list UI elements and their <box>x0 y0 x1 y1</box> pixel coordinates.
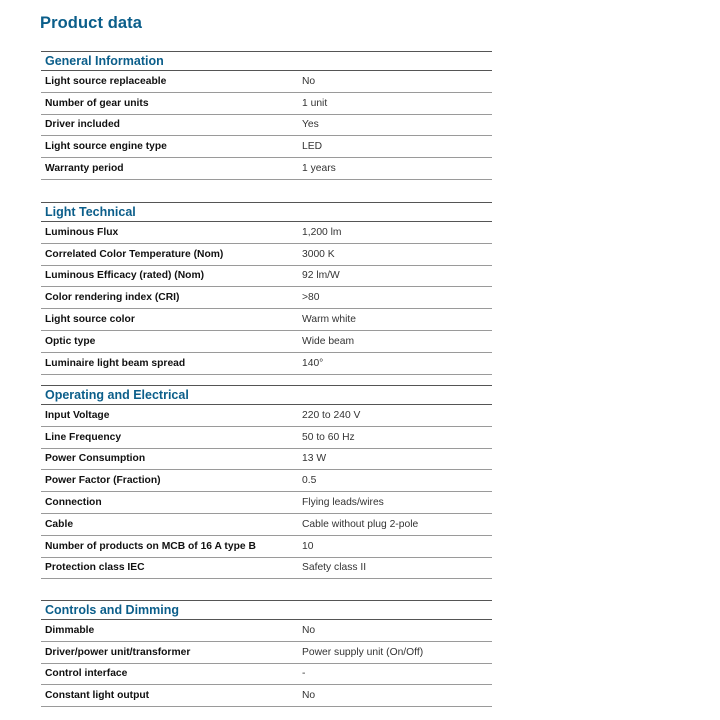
row-label: Warranty period <box>45 163 124 175</box>
row-value: Flying leads/wires <box>302 497 384 509</box>
page-title: Product data <box>40 14 143 32</box>
row-value: Power supply unit (On/Off) <box>302 646 424 658</box>
table-row <box>41 266 492 288</box>
row-value: 13 W <box>302 453 327 465</box>
table-row <box>41 427 492 449</box>
row-value: 50 to 60 Hz <box>302 431 355 443</box>
row-label: Constant light output <box>45 690 150 702</box>
section-header: Operating and Electrical <box>41 385 492 405</box>
row-value: 220 to 240 V <box>302 409 361 421</box>
row-value: No <box>302 690 316 702</box>
table-row <box>41 558 492 580</box>
row-label: Connection <box>45 497 102 509</box>
table-row <box>41 642 492 664</box>
table-row <box>41 405 492 427</box>
section-light-technical <box>41 202 492 375</box>
row-label: Input Voltage <box>45 409 110 421</box>
section-operating-and-electrical <box>41 385 492 579</box>
row-label: Color rendering index (CRI) <box>45 292 180 304</box>
section-controls-and-dimming <box>41 600 492 707</box>
table-row <box>41 514 492 536</box>
section-header: General Information <box>41 51 492 71</box>
table-row <box>41 136 492 158</box>
row-value: Yes <box>302 119 319 131</box>
section-header: Light Technical <box>41 202 492 222</box>
table-row <box>41 309 492 331</box>
row-value: - <box>302 668 306 680</box>
row-label: Number of gear units <box>45 97 149 109</box>
table-row <box>41 492 492 514</box>
row-label: Luminous Flux <box>45 226 119 238</box>
row-value: Cable without plug 2-pole <box>302 518 419 530</box>
row-label: Light source replaceable <box>45 75 167 87</box>
row-label: Light source color <box>45 314 135 326</box>
table-row <box>41 449 492 471</box>
row-value: Warm white <box>302 314 356 326</box>
row-label: Cable <box>45 518 74 530</box>
table-row <box>41 470 492 492</box>
row-label: Optic type <box>45 335 96 347</box>
table-row <box>41 287 492 309</box>
table-row <box>41 664 492 686</box>
table-row <box>41 158 492 180</box>
row-label: Luminous Efficacy (rated) (Nom) <box>45 270 205 282</box>
row-value: 10 <box>302 540 314 552</box>
row-label: Control interface <box>45 668 128 680</box>
row-label: Driver included <box>45 119 120 131</box>
section-header: Controls and Dimming <box>41 600 492 620</box>
row-label: Protection class IEC <box>45 562 145 574</box>
row-value: No <box>302 75 316 87</box>
row-label: Driver/power unit/transformer <box>45 646 191 658</box>
row-label: Correlated Color Temperature (Nom) <box>45 248 224 260</box>
table-row <box>41 353 492 375</box>
row-value: 140° <box>302 357 324 369</box>
row-value: 92 lm/W <box>302 270 340 282</box>
row-value: LED <box>302 141 323 153</box>
table-row <box>41 331 492 353</box>
table-row <box>41 685 492 707</box>
row-value: 0.5 <box>302 475 317 487</box>
row-value: 1 unit <box>302 97 328 109</box>
row-label: Luminaire light beam spread <box>45 357 186 369</box>
row-label: Power Factor (Fraction) <box>45 475 161 487</box>
row-value: Safety class II <box>302 562 367 574</box>
row-label: Number of products on MCB of 16 A type B <box>45 540 256 552</box>
row-label: Line Frequency <box>45 431 122 443</box>
row-value: 1,200 lm <box>302 226 342 238</box>
table-row <box>41 536 492 558</box>
section-general-information <box>41 51 492 180</box>
table-row <box>41 71 492 93</box>
row-label: Light source engine type <box>45 141 167 153</box>
row-value: 3000 K <box>302 248 335 260</box>
row-value: 1 years <box>302 163 336 175</box>
row-value: Wide beam <box>302 335 355 347</box>
row-value: No <box>302 624 316 636</box>
table-row <box>41 620 492 642</box>
row-value: >80 <box>302 292 320 304</box>
table-row <box>41 93 492 115</box>
row-label: Dimmable <box>45 624 95 636</box>
table-row <box>41 222 492 244</box>
table-row <box>41 244 492 266</box>
table-row <box>41 115 492 137</box>
row-label: Power Consumption <box>45 453 146 465</box>
